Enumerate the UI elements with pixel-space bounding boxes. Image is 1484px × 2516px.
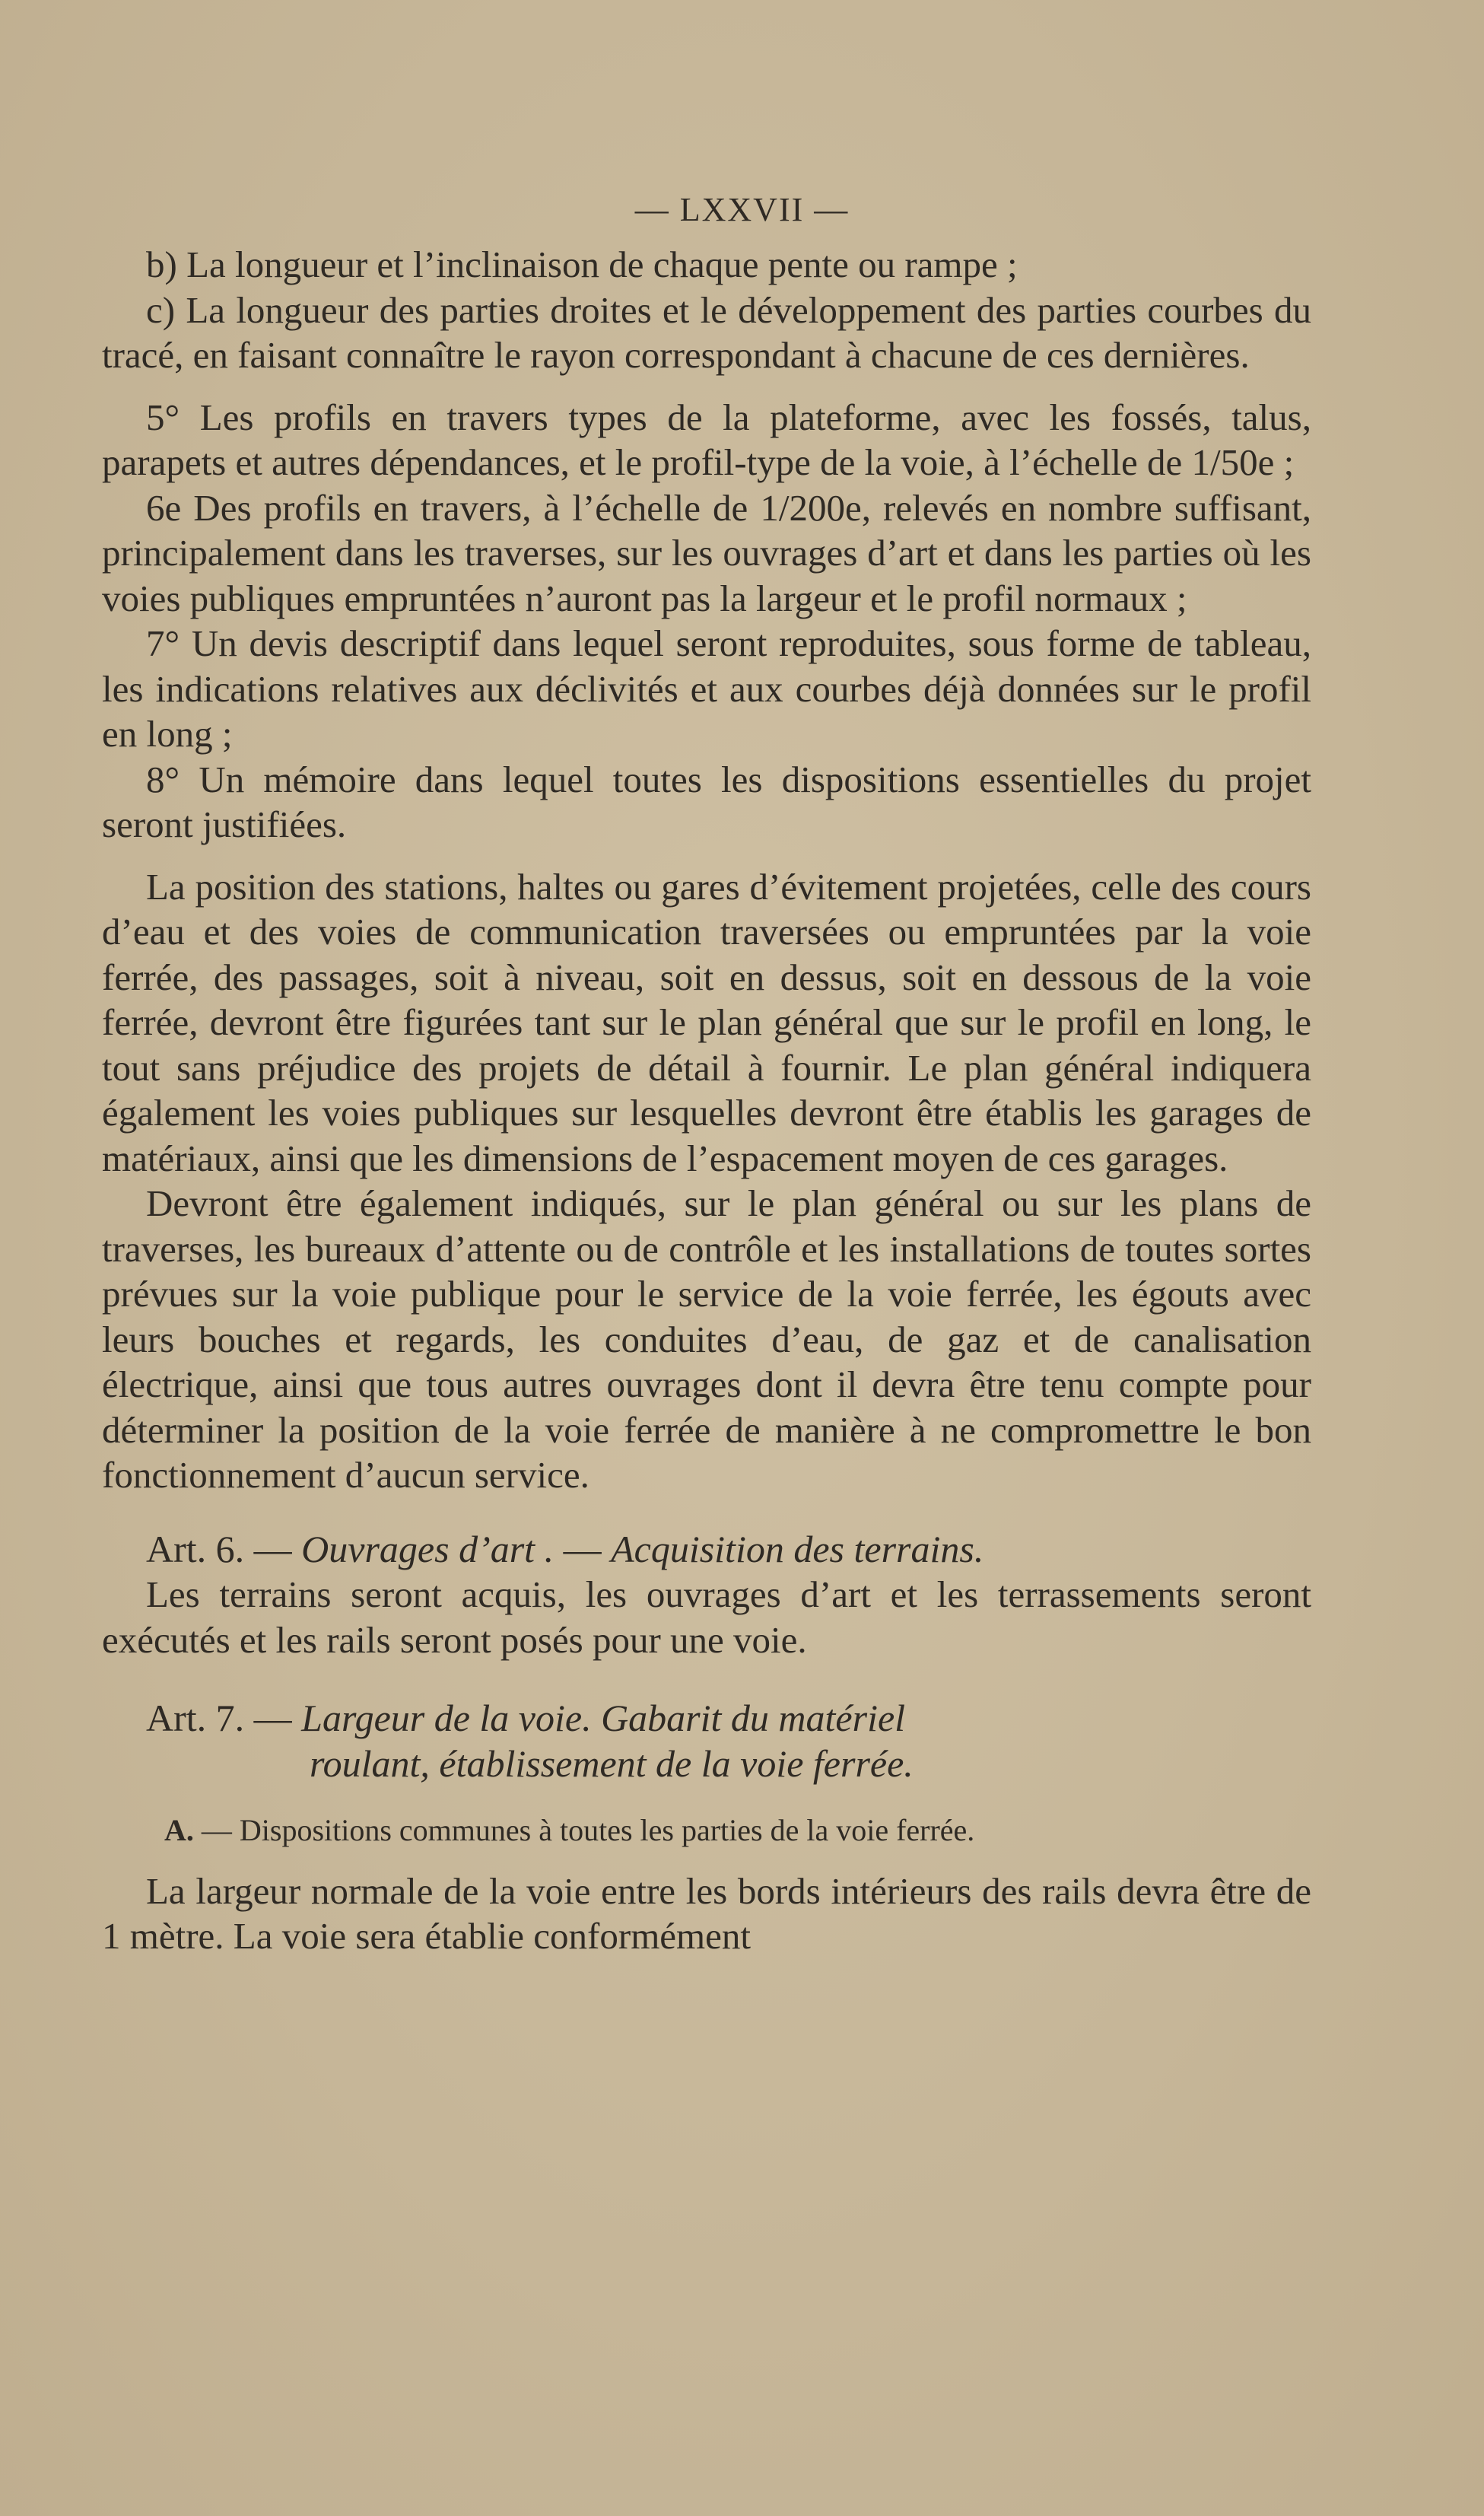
article-6-title-a: Ouvrages d’art . <box>301 1527 555 1570</box>
article-7-number: Art. 7. — <box>146 1697 292 1739</box>
page-number-header: — LXXVII — <box>634 191 850 228</box>
paragraph-7: 7° Un devis descriptif dans lequel seront reproduites, sous forme de tableau, les indications relatives aux déclivités et aux courbes déjà données sur le profil en long ; <box>102 622 1311 755</box>
article-6-dash: — <box>563 1527 602 1570</box>
article-6-title-b: Acquisition des terrains. <box>611 1527 984 1570</box>
subsection-letter: A. <box>164 1813 194 1847</box>
paragraph-c: c) La longueur des parties droites et le développement des parties courbes du tracé, en faisant connaître le rayon correspondant à chacune de ces dernières. <box>102 288 1311 376</box>
article-7-title-line2: roulant, établissement de la voie ferrée. <box>310 1741 914 1785</box>
article-7-title-line1: Largeur de la voie. Gabarit du matériel <box>301 1697 906 1739</box>
text-column <box>102 242 1311 1959</box>
article-7-subsection-a <box>102 1808 1311 1853</box>
paragraph-8: 8° Un mémoire dans lequel toutes les dispositions essentielles du projet seront justifiées. <box>102 758 1311 845</box>
article-6-heading <box>102 1527 1311 1573</box>
paragraph-5: 5° Les profils en travers types de la plateforme, avec les fossés, talus, parapets et autres dépendances, et le profil-type de la voie, à l’échelle de 1/50e ; <box>102 396 1311 483</box>
paragraph-6: 6e Des profils en travers, à l’échelle de 1/200e, relevés en nombre suffisant, principalement dans les traverses, sur les ouvrages d’art et dans les parties où les voies publiques empruntées n’auront pas la largeur et le profil normaux ; <box>102 486 1311 619</box>
article-7-heading <box>102 1696 1311 1786</box>
article-6-body: Les terrains seront acquis, les ouvrages d’art et les terrassements seront exécutés et les rails seront posés pour une voie. <box>102 1573 1311 1661</box>
paragraph-b: b) La longueur et l’inclinaison de chaque pente ou rampe ; <box>146 243 1018 285</box>
paragraph-devront: Devront être également indiqués, sur le plan général ou sur les plans de traverses, les bureaux d’attente ou de contrôle et les installations de toutes sortes prévues sur la voie publique pour le service de la voie ferrée, les égouts avec leurs bouches et regards, les conduites d’eau, de gaz et de canalisation électrique, ainsi que tous autres ouvrages dont il devra être tenu compte pour déterminer la position de la voie ferrée de manière à ne compromettre le bon fonctionnement d’aucun service. <box>102 1182 1311 1496</box>
article-7-body: La largeur normale de la voie entre les bords intérieurs des rails devra être de 1 mètre. La voie sera établie conformément <box>102 1869 1311 1957</box>
article-6-number: Art. 6. — <box>146 1527 292 1570</box>
paragraph-position: La position des stations, haltes ou gares d’évitement projetées, celle des cours d’eau et des voies de communication traversées ou empruntées par la voie ferrée, des passages, soit à niveau, soit en dessus, soit en dessous de la voie ferrée, devront être figurées tant sur le plan général que sur le profil en long, le tout sans préjudice des projets de détail à fournir. Le plan général indiquera également les voies publiques sur lesquelles devront être établis les garages de matériaux, ainsi que les dimensions de l’espacement moyen de ces garages. <box>102 865 1311 1179</box>
subsection-title: — Dispositions communes à toutes les parties de la voie ferrée. <box>201 1813 975 1847</box>
